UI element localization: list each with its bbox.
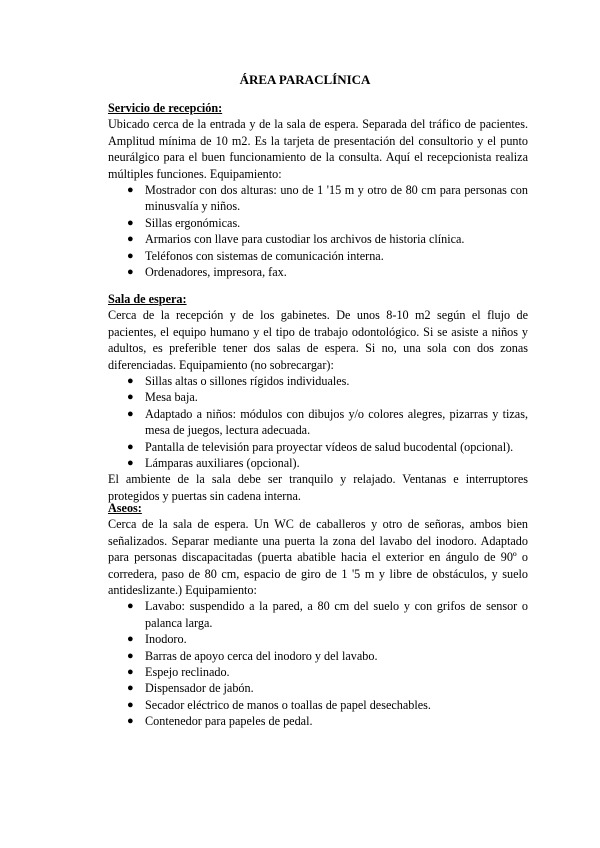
bullet-icon: ● bbox=[127, 457, 134, 470]
bullet-icon: ● bbox=[127, 633, 134, 646]
equipment-list bbox=[108, 373, 528, 471]
list-item: ● Lámparas auxiliares (opcional). bbox=[127, 456, 300, 471]
bullet-icon: ● bbox=[127, 184, 134, 197]
page-title: ÁREA PARACLÍNICA bbox=[239, 72, 371, 87]
bullet-icon: ● bbox=[127, 698, 134, 711]
section-heading: Aseos: bbox=[108, 501, 142, 515]
list-item: ● Adaptado a niños: módulos con dibujos y/o colores alegres, pizarras y tizas, mesa de juegos, lectura adecuada. bbox=[127, 406, 528, 438]
bullet-icon: ● bbox=[127, 666, 134, 679]
list-item: ● Secador eléctrico de manos o toallas de papel desechables. bbox=[127, 697, 431, 712]
list-item: ● Sillas altas o sillones rígidos individuales. bbox=[127, 374, 350, 389]
section-aseos bbox=[108, 500, 528, 730]
equipment-list bbox=[108, 182, 528, 280]
bullet-icon: ● bbox=[127, 266, 134, 279]
section-intro: Ubicado cerca de la entrada y de la sala de espera. Separada del tráfico de pacientes. Amplitud mínima de 10 m2. Es la tarjeta de presentación del consultorio y el punto neurálgico para el buen funcionamiento de la consulta. Aquí el recepcionista realiza múltiples funciones. Equipamiento: bbox=[108, 117, 528, 181]
list-item: ● Contenedor para papeles de pedal. bbox=[127, 714, 313, 729]
list-item: ● Sillas ergonómicas. bbox=[127, 215, 241, 230]
bullet-icon: ● bbox=[127, 682, 134, 695]
list-item: ● Armarios con llave para custodiar los archivos de historia clínica. bbox=[127, 232, 465, 247]
section-recepcion bbox=[108, 100, 528, 280]
section-heading: Servicio de recepción: bbox=[108, 101, 223, 115]
bullet-icon: ● bbox=[127, 600, 134, 613]
bullet-icon: ● bbox=[127, 375, 134, 388]
list-item: ● Teléfonos con sistemas de comunicación interna. bbox=[127, 248, 384, 263]
bullet-icon: ● bbox=[127, 715, 134, 728]
list-item: ● Inodoro. bbox=[127, 632, 187, 647]
section-heading: Sala de espera: bbox=[108, 292, 187, 306]
list-item: ● Mesa baja. bbox=[127, 390, 198, 405]
list-item: ● Mostrador con dos alturas: uno de 1 '15 m y otro de 80 cm para personas con minusvalía y niños. bbox=[127, 183, 528, 214]
list-item: ● Pantalla de televisión para proyectar vídeos de salud bucodental (opcional). bbox=[127, 439, 514, 454]
bullet-icon: ● bbox=[127, 216, 134, 229]
bullet-icon: ● bbox=[127, 249, 134, 262]
bullet-icon: ● bbox=[127, 391, 134, 404]
bullet-icon: ● bbox=[127, 407, 134, 420]
list-item: ● Espejo reclinado. bbox=[127, 665, 230, 680]
section-sala-espera bbox=[108, 291, 528, 504]
list-item: ● Lavabo: suspendido a la pared, a 80 cm del suelo y con grifos de sensor o palanca larga. bbox=[127, 599, 528, 630]
section-outro: El ambiente de la sala debe ser tranquilo y relajado. Ventanas e interruptores protegidos y puertas sin cadena interna. bbox=[108, 472, 528, 503]
bullet-icon: ● bbox=[127, 440, 134, 453]
bullet-icon: ● bbox=[127, 233, 134, 246]
list-item: ● Ordenadores, impresora, fax. bbox=[127, 265, 287, 280]
equipment-list bbox=[108, 598, 528, 729]
list-item: ● Barras de apoyo cerca del inodoro y del lavabo. bbox=[127, 648, 378, 663]
list-item: ● Dispensador de jabón. bbox=[127, 681, 254, 696]
section-intro: Cerca de la sala de espera. Un WC de caballeros y otro de señoras, ambos bien señalizados. Separar mediante una puerta la zona del lavabo del inodoro. Adaptado para personas discapacitadas (puerta abatible hacia el exterior en ángulo de 90º o corredera, paso de 80 cm, espacio de giro de 1 '5 m y libre de obstáculos, y suelo antideslizante.) Equipamiento: bbox=[108, 517, 528, 598]
bullet-icon: ● bbox=[127, 649, 134, 662]
section-intro: Cerca de la recepción y de los gabinetes. De unos 8-10 m2 según el flujo de pacientes, el equipo humano y el tipo de trabajo odontológico. Si se asiste a niños y adultos, es preferible tener dos salas de espera. Si no, una sola con dos zonas diferenciadas. Equipamiento (no sobrecargar): bbox=[108, 308, 528, 372]
